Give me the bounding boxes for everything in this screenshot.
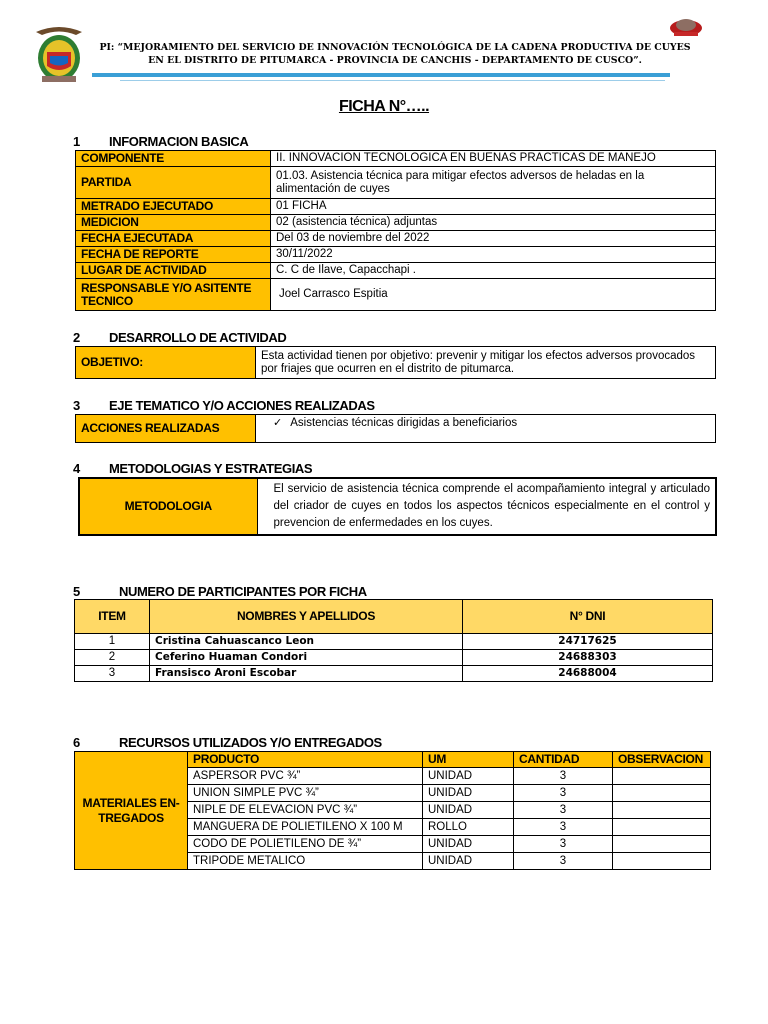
table-cell: TRIPODE METALICO [188,853,423,870]
row-label: FECHA EJECUTADA [76,231,271,247]
actions-text: Asistencias técnicas dirigidas a beneficiarios [290,417,518,429]
section-number: 1 [73,134,80,149]
section-2-heading [73,330,286,345]
table-cell [613,836,711,853]
column-header: CANTIDAD [514,752,613,768]
section-title: EJE TEMATICO Y/O ACCIONES REALIZADAS [109,398,375,413]
row-label: FECHA DE REPORTE [76,247,271,263]
table-cell: 3 [514,853,613,870]
objective-label: OBJETIVO: [76,347,256,379]
table-row [76,247,716,263]
row-label: MEDICION [76,215,271,231]
column-header: NOMBRES Y APELLIDOS [150,600,463,634]
table-cell: ROLLO [423,819,514,836]
objective-table [75,346,716,379]
methodology-table [78,477,717,536]
table-cell: 24717625 [463,634,713,650]
section-3-heading [73,398,375,413]
table-cell: UNIDAD [423,785,514,802]
section-number: 2 [73,330,80,345]
table-cell: 24688303 [463,650,713,666]
methodology-value: El servicio de asistencia técnica comprende el acompañamiento integral y articulado del criador de cuyes en todos los aspectos técnicos especialmente en el control y prevencion de enfermedades en los cuyes. [257,478,716,535]
row-label: RESPONSABLE Y/O ASITENTE TECNICO [76,279,271,311]
table-cell: 3 [514,802,613,819]
table-cell [613,853,711,870]
section-number: 4 [73,461,80,476]
row-value: 01 FICHA [271,199,716,215]
row-value: Del 03 de noviembre del 2022 [271,231,716,247]
column-header: N° DNI [463,600,713,634]
ficha-title: FICHA N°….. [338,98,430,115]
table-cell [613,819,711,836]
table-row [76,347,716,379]
section-1-heading [73,134,248,149]
checkmark-icon: ✓ [273,417,283,429]
table-cell: UNIDAD [423,802,514,819]
table-row [75,666,713,682]
row-value: 30/11/2022 [271,247,716,263]
table-cell [613,802,711,819]
section-5-heading [73,584,367,599]
table-cell: 2 [75,650,150,666]
row-value: Joel Carrasco Espitia [271,279,716,311]
project-title: PI: “MEJORAMIENTO DEL SERVICIO DE INNOVACIÓN TECNOLÓGICA DE LA CADENA PRODUCTIVA DE CUYES EN EL DISTRITO DE PITUMARCA - PROVINCIA DE CANCHIS - DEPARTAMENTO DE CUSCO”. [99,42,691,66]
row-value: 02 (asistencia técnica) adjuntas [271,215,716,231]
section-title: DESARROLLO DE ACTIVIDAD [109,330,287,345]
table-row [79,478,716,535]
table-cell: ASPERSOR PVC ¾” [188,768,423,785]
emblem-icon [668,14,704,38]
table-row [76,231,716,247]
basic-info-table [75,150,716,311]
section-title: METODOLOGIAS Y ESTRATEGIAS [109,461,313,476]
table-row [76,263,716,279]
materials-group-label: MATERIALES EN-TREGADOS [75,752,188,870]
column-header: UM [423,752,514,768]
table-cell [613,768,711,785]
section-number: 3 [73,398,80,413]
table-cell: Ceferino Huaman Condori [150,650,463,666]
methodology-label: METODOLOGIA [79,478,257,535]
row-value: 01.03. Asistencia técnica para mitigar efectos adversos de heladas en la alimentación de cuyes [271,167,716,199]
column-header: PRODUCTO [188,752,423,768]
table-row [76,167,716,199]
section-title: NUMERO DE PARTICIPANTES POR FICHA [119,584,367,599]
table-cell: NIPLE DE ELEVACION PVC ¾” [188,802,423,819]
participants-table [74,599,713,682]
table-row [76,151,716,167]
table-cell: 1 [75,634,150,650]
section-6-heading [73,735,382,750]
table-header-row [75,752,711,768]
table-cell: 3 [514,785,613,802]
row-label: LUGAR DE ACTIVIDAD [76,263,271,279]
table-cell: 24688004 [463,666,713,682]
table-row [75,650,713,666]
table-row [76,415,716,443]
row-label: METRADO EJECUTADO [76,199,271,215]
table-cell: UNIDAD [423,836,514,853]
section-title: INFORMACION BASICA [109,134,249,149]
table-row [75,634,713,650]
actions-value [256,415,716,443]
section-title: RECURSOS UTILIZADOS Y/O ENTREGADOS [119,735,382,750]
table-header-row [75,600,713,634]
row-value: C. C de Ilave, Capacchapi . [271,263,716,279]
column-header: OBSERVACION [613,752,711,768]
header-divider-thin [120,80,665,81]
table-cell: Fransisco Aroni Escobar [150,666,463,682]
section-4-heading [73,461,312,476]
column-header: ITEM [75,600,150,634]
table-row [76,199,716,215]
actions-table [75,414,716,443]
header-divider [92,73,670,77]
actions-label: ACCIONES REALIZADAS [76,415,256,443]
section-number: 5 [73,584,80,599]
table-cell: UNION SIMPLE PVC ¾” [188,785,423,802]
resources-table [74,751,711,870]
table-cell [613,785,711,802]
section-number: 6 [73,735,80,750]
row-label: COMPONENTE [76,151,271,167]
row-label: PARTIDA [76,167,271,199]
table-row [76,279,716,311]
table-cell: MANGUERA DE POLIETILENO X 100 M [188,819,423,836]
objective-value: Esta actividad tienen por objetivo: prevenir y mitigar los efectos adversos provocados por friajes que ocurren en el distrito de pitumarca. [256,347,716,379]
table-cell: 3 [514,768,613,785]
table-cell: UNIDAD [423,853,514,870]
table-row [76,215,716,231]
table-cell: CODO DE POLIETILENO DE ¾” [188,836,423,853]
row-value: II. INNOVACION TECNOLOGICA EN BUENAS PRACTICAS DE MANEJO [271,151,716,167]
table-cell: 3 [75,666,150,682]
municipal-shield-icon [28,22,90,84]
table-cell: UNIDAD [423,768,514,785]
table-cell: Cristina Cahuascanco Leon [150,634,463,650]
table-cell: 3 [514,819,613,836]
table-cell: 3 [514,836,613,853]
